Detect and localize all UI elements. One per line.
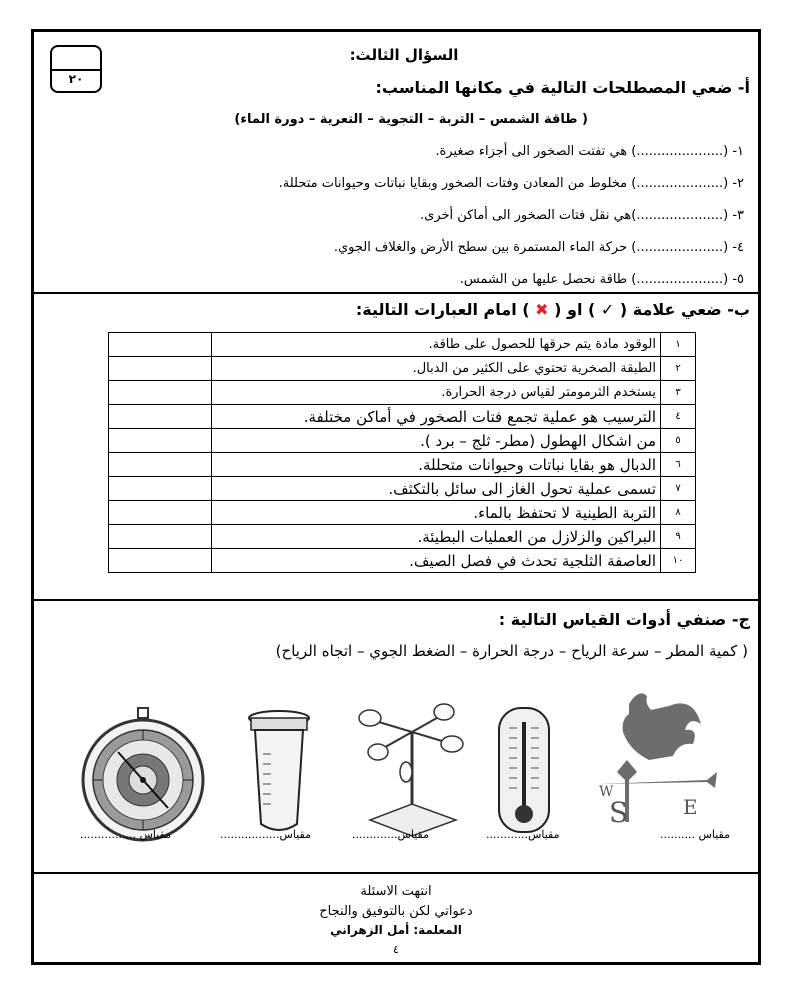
row-statement: يستخدم الثرمومتر لقياس درجة الحرارة.: [212, 381, 661, 405]
caption-weather-vane: مقياس ..........: [660, 828, 731, 841]
row-statement: الوقود مادة يتم حرقها للحصول على طاقة.: [212, 333, 661, 357]
table-row: [109, 453, 696, 477]
cross-mark-icon: ✖: [535, 300, 549, 319]
blank-item-5: ٥- (.....................) طاقة نحصل عليها من الشمس.: [459, 272, 744, 287]
row-number: ٣: [661, 381, 696, 405]
row-number: ٦: [661, 453, 696, 477]
part-b-heading-prefix: ب- ضعي علامة (: [619, 300, 750, 319]
part-c-heading: ج- صنفي أدوات القياس التالية :: [498, 610, 750, 629]
blank-item-2: ٢- (.....................) مخلوط من المعادن وفتات الصخور وبقايا نباتات وحيوانات متحللة.: [278, 176, 744, 191]
row-statement: الطبقة الصخرية تحتوي على الكثير من الدبال.: [212, 357, 661, 381]
part-b-heading-mid: ) او (: [554, 300, 596, 319]
row-number: ٩: [661, 525, 696, 549]
answer-cell[interactable]: [109, 477, 212, 501]
answer-cell[interactable]: [109, 429, 212, 453]
page-frame: [31, 29, 761, 965]
answer-cell[interactable]: [109, 549, 212, 573]
caption-anemometer: مقياس.............: [352, 828, 430, 841]
answer-cell[interactable]: [109, 357, 212, 381]
blank-item-4: ٤- (.....................) حركة الماء المستمرة بين سطح الأرض والغلاف الجوي.: [333, 240, 744, 255]
row-statement: من اشكال الهطول (مطر- ثلج – برد ).: [212, 429, 661, 453]
caption-thermometer: مقياس............: [486, 828, 560, 841]
row-statement: الترسيب هو عملية تجمع فتات الصخور في أماكن مختلفة.: [212, 405, 661, 429]
part-a-heading: أ- ضعي المصطلحات التالية في مكانها المناسب:: [375, 78, 750, 97]
row-statement: العاصفة الثلجية تحدث في فصل الصيف.: [212, 549, 661, 573]
thermometer-icon: [489, 704, 559, 844]
instrument-options: ( كمية المطر – سرعة الرياح – درجة الحرارة – الضغط الجوي – اتجاه الرياح): [275, 642, 748, 660]
barometer-icon: [68, 704, 218, 844]
footer-end-note: انتهت الاسئلة: [360, 884, 432, 899]
table-row: [109, 477, 696, 501]
compass-letter-s: S: [609, 796, 629, 829]
section-title: السؤال الثالث:: [349, 46, 459, 64]
statements-table: [108, 332, 696, 573]
page-number: ٤: [393, 943, 399, 956]
caption-barometer: مقياس ................: [80, 828, 171, 841]
part-b-heading: [356, 300, 750, 319]
blank-item-3: ٣- (.....................)هي نقل فتات الصخور الى أماكن أخرى.: [420, 208, 744, 223]
compass-letter-e: E: [683, 795, 698, 819]
row-number: ١٠: [661, 549, 696, 573]
word-bank: ( طاقة الشمس – التربة – التجوية – التعرية – دورة الماء): [234, 112, 588, 127]
row-statement: التربة الطينية لا تحتفظ بالماء.: [212, 501, 661, 525]
table-row: [109, 501, 696, 525]
row-number: ٤: [661, 405, 696, 429]
answer-cell[interactable]: [109, 381, 212, 405]
table-row: [109, 381, 696, 405]
row-statement: الدبال هو بقايا نباتات وحيوانات متحللة.: [212, 453, 661, 477]
rain-gauge-icon: [239, 704, 319, 844]
table-row: [109, 549, 696, 573]
answer-cell[interactable]: [109, 333, 212, 357]
caption-rain-gauge: مقياس.................: [220, 828, 311, 841]
answer-cell[interactable]: [109, 525, 212, 549]
divider-b-c: [34, 599, 758, 601]
anemometer-icon: [352, 692, 472, 842]
row-statement: البراكين والزلازل من العمليات البطيئة.: [212, 525, 661, 549]
answer-cell[interactable]: [109, 501, 212, 525]
table-row: [109, 333, 696, 357]
part-b-heading-suffix: ) امام العبارات التالية:: [355, 300, 530, 319]
score-divider: [52, 69, 100, 71]
blank-item-1: ١- (.....................) هي تفتت الصخور الى أجزاء صغيرة.: [435, 144, 744, 159]
divider-c-footer: [34, 872, 758, 874]
row-number: ٧: [661, 477, 696, 501]
check-mark-icon: ✓: [600, 300, 615, 319]
weather-vane-icon: [589, 684, 739, 844]
table-row: [109, 525, 696, 549]
table-row: [109, 429, 696, 453]
row-number: ٨: [661, 501, 696, 525]
row-number: ٥: [661, 429, 696, 453]
divider-a-b: [34, 292, 758, 294]
footer-wishes: دعواتي لكن بالتوفيق والنجاح: [319, 904, 473, 919]
table-row: [109, 405, 696, 429]
footer-teacher: المعلمة: أمل الزهراني: [330, 923, 462, 937]
row-number: ١: [661, 333, 696, 357]
answer-cell[interactable]: [109, 405, 212, 429]
row-statement: تسمى عملية تحول الغاز الى سائل بالتكثف.: [212, 477, 661, 501]
score-value: ٢٠: [68, 72, 84, 86]
table-row: [109, 357, 696, 381]
answer-cell[interactable]: [109, 453, 212, 477]
compass-letter-w: W: [599, 784, 614, 800]
score-box: [50, 45, 102, 93]
row-number: ٢: [661, 357, 696, 381]
